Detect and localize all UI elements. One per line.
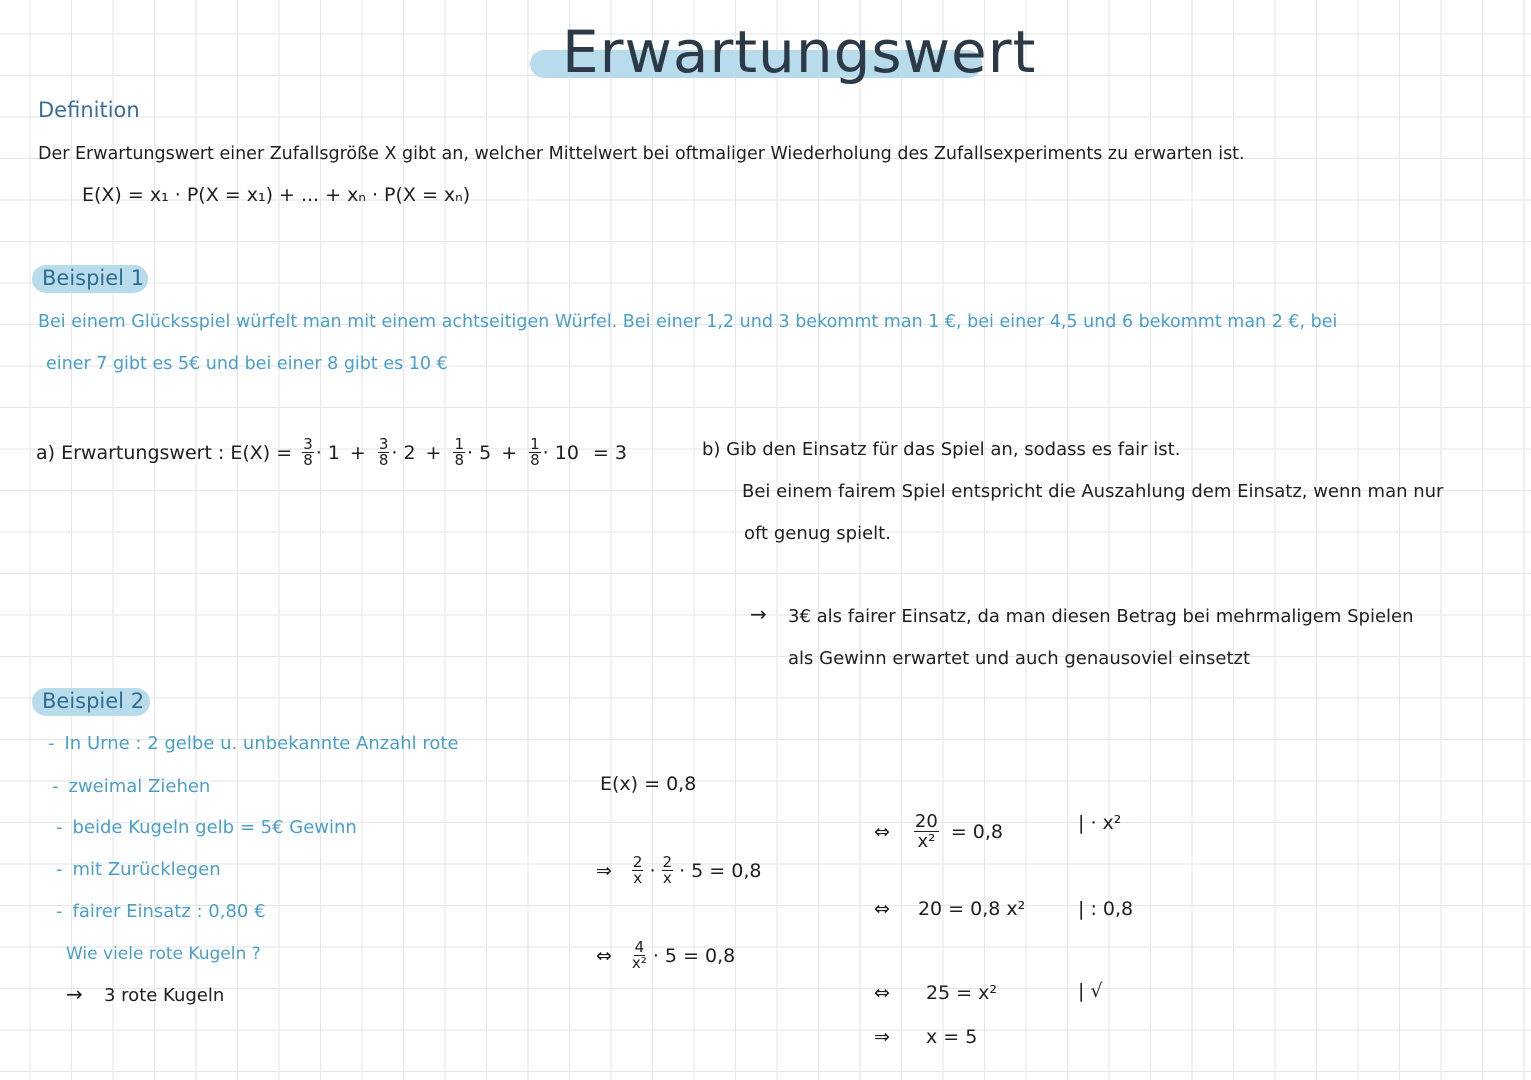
calc-fraction bbox=[632, 855, 644, 886]
arrow-right-icon: → bbox=[66, 982, 83, 1006]
calc-right-line3 bbox=[874, 982, 997, 1004]
fraction-numerator: 2 bbox=[632, 853, 643, 871]
part-a-label: a) Erwartungswert : E(X) = bbox=[36, 441, 293, 464]
calc-rest: · 5 = 0,8 bbox=[652, 944, 736, 967]
part-a-equation bbox=[36, 437, 627, 468]
fraction-denominator: 8 bbox=[378, 451, 389, 469]
calc-fraction bbox=[662, 855, 674, 886]
fraction-denominator: 8 bbox=[454, 451, 465, 469]
calc-fraction bbox=[914, 812, 939, 851]
part-a-factor: · 2 bbox=[391, 441, 416, 464]
part-b-line2: oft genug spielt. bbox=[744, 523, 891, 544]
part-a-fraction bbox=[453, 437, 465, 468]
implies-icon: ⇒ bbox=[874, 1026, 890, 1048]
fraction-denominator: x bbox=[633, 869, 643, 887]
equivalent-icon: ⇔ bbox=[874, 820, 890, 843]
example1-label: Beispiel 1 bbox=[42, 266, 145, 290]
bullet-text: In Urne : 2 gelbe u. unbekannte Anzahl rote bbox=[64, 733, 459, 754]
calc-right-op1: | · x² bbox=[1078, 812, 1122, 834]
part-a-fraction bbox=[529, 437, 541, 468]
fraction-numerator: 2 bbox=[662, 853, 673, 871]
part-a-factor: · 10 bbox=[542, 441, 579, 464]
fraction-numerator: 1 bbox=[454, 435, 465, 453]
fraction-denominator: 8 bbox=[530, 451, 540, 469]
equivalent-icon: ⇔ bbox=[874, 898, 890, 920]
fraction-denominator: x² bbox=[917, 831, 936, 852]
calc-left-line2: ⇒ $\frac{2}{x}$ · $\frac{2}{x}$ · 5 = 0,8 bbox=[596, 853, 762, 887]
definition-text: Der Erwartungswert einer Zufallsgröße X gibt an, welcher Mittelwert bei oftmaliger Wiederholung des Zufallsexperiments zu erwarten ist. bbox=[38, 144, 1245, 164]
example1-text-line2: einer 7 gibt es 5€ und bei einer 8 gibt es 10 € bbox=[46, 354, 448, 374]
example2-answer: 3 rote Kugeln bbox=[104, 985, 225, 1006]
definition-heading: Definition bbox=[38, 98, 140, 122]
fraction-numerator: 3 bbox=[303, 435, 313, 453]
calc-right-op3: | √ bbox=[1078, 980, 1103, 1002]
calc-left-line1: E(x) = 0,8 bbox=[600, 773, 697, 795]
fraction-denominator: x bbox=[662, 869, 672, 887]
bullet-text: fairer Einsatz : 0,80 € bbox=[72, 901, 266, 922]
calc-rhs: = 0,8 bbox=[950, 820, 1004, 843]
calc-left-line3 bbox=[596, 940, 735, 971]
calc-expr: 25 = x² bbox=[925, 982, 998, 1004]
part-b-answer-line2: als Gewinn erwartet und auch genausoviel einsetzt bbox=[788, 648, 1251, 669]
fraction-denominator: x² bbox=[631, 954, 647, 972]
fraction-numerator: 3 bbox=[378, 435, 389, 453]
calc-expr: x = 5 bbox=[925, 1026, 978, 1048]
list-item: - In Urne : 2 gelbe u. unbekannte Anzahl rote bbox=[48, 733, 459, 754]
part-b-answer-line1: 3€ als fairer Einsatz, da man diesen Betrag bei mehrmaligem Spielen bbox=[788, 606, 1414, 627]
plus-sign: + bbox=[349, 441, 366, 464]
bullet-text: zweimal Ziehen bbox=[68, 776, 211, 797]
example2-question: Wie viele rote Kugeln ? bbox=[66, 944, 261, 964]
page-title: Erwartungswert bbox=[562, 18, 1037, 86]
example2-label: Beispiel 2 bbox=[42, 689, 145, 713]
part-b-question: b) Gib den Einsatz für das Spiel an, sodass es fair ist. bbox=[702, 439, 1181, 460]
list-item: - fairer Einsatz : 0,80 € bbox=[56, 901, 266, 922]
calc-right-line2 bbox=[874, 898, 1025, 920]
part-a-fraction bbox=[302, 437, 314, 468]
plus-sign: + bbox=[425, 441, 442, 464]
part-a-result: = 3 bbox=[592, 441, 627, 464]
fraction-numerator: 20 bbox=[914, 811, 938, 832]
bullet-text: beide Kugeln gelb = 5€ Gewinn bbox=[72, 817, 357, 838]
calc-expr: 20 = 0,8 x² bbox=[917, 898, 1026, 920]
calc-fraction bbox=[632, 940, 647, 971]
fraction-denominator: 8 bbox=[303, 451, 313, 469]
part-a-fraction bbox=[378, 437, 390, 468]
definition-formula: E(X) = x₁ · P(X = x₁) + ... + xₙ · P(X = xₙ) bbox=[82, 184, 471, 206]
equivalent-icon: ⇔ bbox=[596, 944, 612, 967]
calc-rest: · 5 = 0,8 bbox=[679, 859, 762, 882]
part-a-factor: · 1 bbox=[315, 441, 340, 464]
plus-sign: + bbox=[501, 441, 518, 464]
implies-icon: ⇒ bbox=[596, 859, 612, 882]
equivalent-icon: ⇔ bbox=[874, 982, 890, 1004]
part-a-factor: · 5 bbox=[467, 441, 492, 464]
calc-right-line1 bbox=[874, 812, 1003, 851]
list-item: - mit Zurücklegen bbox=[56, 859, 221, 880]
example1-text-line1: Bei einem Glücksspiel würfelt man mit einem achtseitigen Würfel. Bei einer 1,2 und 3 bekommt man 1 €, bei einer 4,5 und 6 bekommt man 2 €, bei bbox=[38, 312, 1338, 332]
fraction-numerator: 4 bbox=[634, 938, 645, 956]
calc-right-line4 bbox=[874, 1026, 977, 1048]
part-b-line1: Bei einem fairem Spiel entspricht die Auszahlung dem Einsatz, wenn man nur bbox=[742, 481, 1444, 502]
list-item: - zweimal Ziehen bbox=[52, 776, 211, 797]
calc-right-op2: | : 0,8 bbox=[1078, 898, 1134, 920]
arrow-right-icon: → bbox=[750, 602, 767, 626]
fraction-numerator: 1 bbox=[530, 435, 540, 453]
bullet-text: mit Zurücklegen bbox=[72, 859, 221, 880]
list-item: - beide Kugeln gelb = 5€ Gewinn bbox=[56, 817, 357, 838]
